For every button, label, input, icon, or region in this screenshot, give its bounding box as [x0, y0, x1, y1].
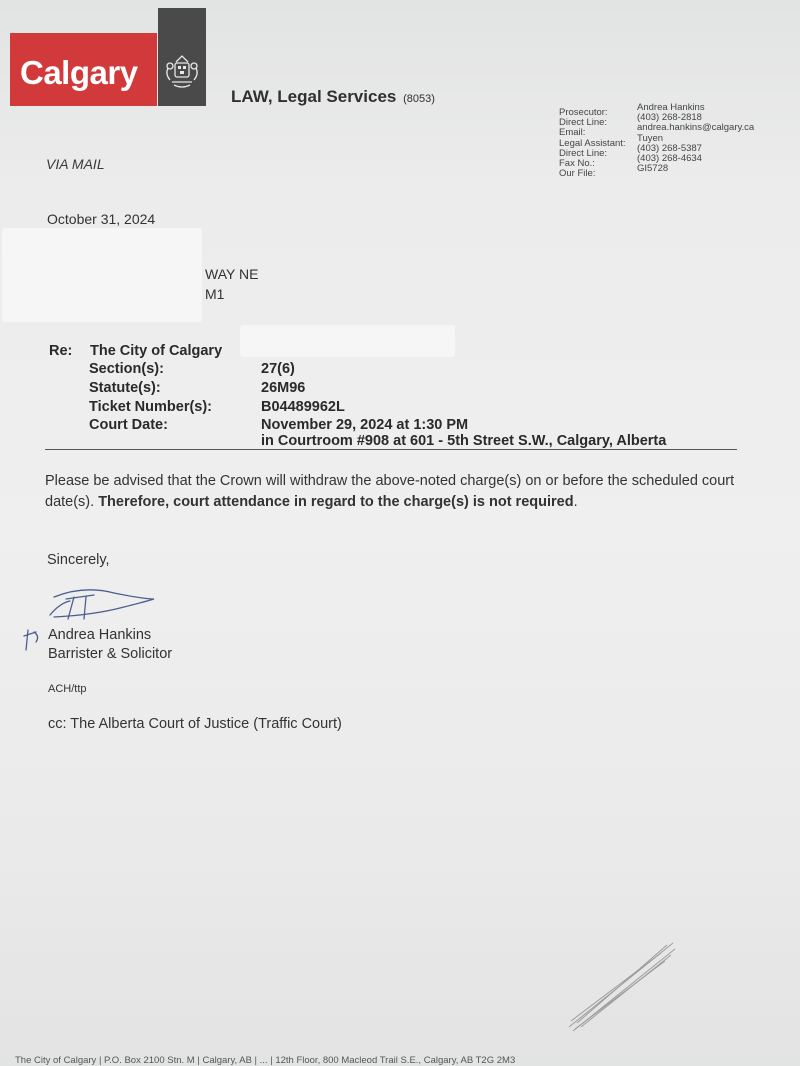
signer-name: Andrea Hankins — [48, 627, 152, 643]
contact-label: Direct Line: — [559, 117, 608, 129]
contact-label: Fax No.: — [559, 158, 595, 170]
letterhead-footer: The City of Calgary | P.O. Box 2100 Stn. M | Calgary, AB | ... | 12th Floor, 800 Macleod Trail S.E., Calgary, AB T2G 2M3 — [15, 1055, 516, 1066]
body-text: Please be advised that the Crown will withdraw the above-noted charge(s) on or before the scheduled court date(s). — [45, 473, 735, 510]
pencil-scribble — [555, 935, 685, 1035]
statute-value: 26M96 — [261, 380, 306, 396]
coat-of-arms-icon — [160, 48, 204, 92]
contact-value: andrea.hankins@calgary.ca — [637, 122, 755, 134]
contact-label: Legal Assistant: — [559, 137, 626, 149]
logo-text: Calgary — [20, 54, 138, 91]
contact-label: Prosecutor: — [559, 107, 608, 118]
address-line-2: M1 — [205, 286, 225, 302]
contact-value: (403) 268-2818 — [637, 112, 702, 124]
section-value: 27(6) — [261, 361, 295, 377]
per-mark-icon — [22, 622, 44, 654]
contact-label: Our File: — [559, 168, 596, 180]
department-heading: LAW, Legal Services (8053) — [231, 87, 435, 106]
statute-label: Statute(s): — [89, 380, 161, 396]
signer-title: Barrister & Solicitor — [48, 646, 173, 662]
redacted-address-block — [2, 228, 202, 322]
department-code: (8053) — [403, 93, 435, 105]
body-end: . — [573, 493, 578, 510]
contact-value: Andrea Hankins — [637, 102, 705, 113]
contact-value: (403) 268-5387 — [637, 142, 702, 154]
contact-label: Direct Line: — [559, 147, 608, 159]
court-location: in Courtroom #908 at 601 - 5th Street S.W., Calgary, Alberta — [261, 433, 667, 449]
cc-line: cc: The Alberta Court of Justice (Traffic Court) — [48, 716, 342, 732]
redacted-name-block — [240, 325, 455, 357]
section-label: Section(s): — [89, 361, 164, 377]
handwritten-signature — [44, 585, 156, 625]
court-date-value: November 29, 2024 at 1:30 PM — [261, 417, 469, 433]
delivery-method: VIA MAIL — [46, 156, 105, 172]
body-bold-text: Therefore, court attendance in regard to the charge(s) is not required — [98, 493, 574, 510]
re-label: Re: — [49, 343, 73, 359]
body-paragraph — [45, 471, 745, 512]
contact-value: (403) 268-4634 — [637, 153, 702, 165]
contact-value: GI5728 — [637, 163, 669, 175]
contact-label: Email: — [559, 127, 586, 139]
court-date-label: Court Date: — [89, 417, 168, 433]
ticket-number-label: Ticket Number(s): — [89, 399, 213, 415]
letter-date: October 31, 2024 — [47, 211, 156, 227]
contact-value: Tuyen — [637, 132, 664, 144]
re-title: The City of Calgary — [90, 343, 223, 359]
contact-labels — [559, 108, 626, 179]
address-line-1: WAY NE — [205, 266, 259, 282]
reference-initials: ACH/ttp — [48, 683, 87, 695]
closing: Sincerely, — [47, 552, 110, 568]
contact-values — [637, 103, 754, 174]
divider-rule — [45, 449, 737, 450]
ticket-number-value: B04489962L — [261, 399, 345, 415]
